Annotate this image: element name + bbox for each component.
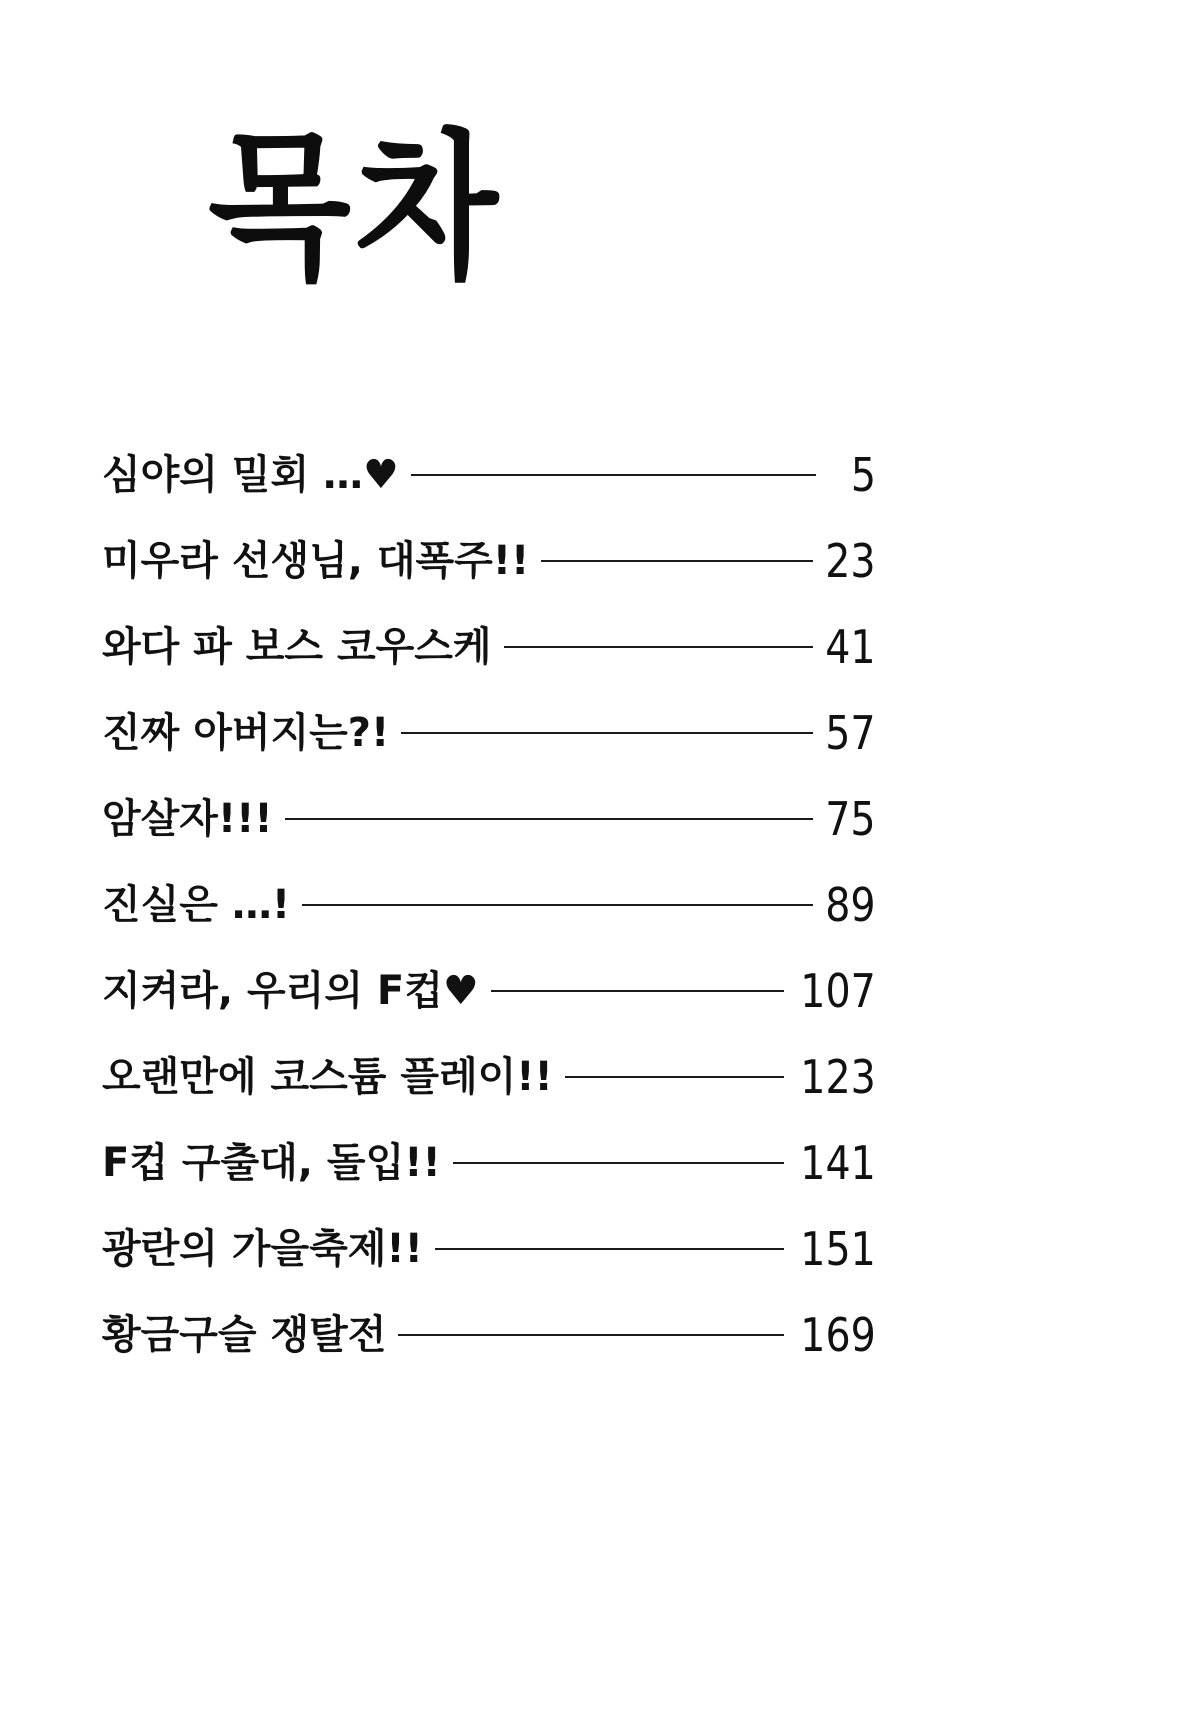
toc-entry: [102, 690, 876, 776]
toc-entry-title: F컵 구출대, 돌입!!: [102, 1140, 441, 1186]
toc-entry-title: 지켜라, 우리의 F컵♥: [102, 968, 479, 1014]
toc-page-number: 41: [825, 620, 876, 674]
toc-page-number: 5: [850, 448, 876, 502]
toc-page-number: 169: [800, 1308, 876, 1362]
toc-leader-line: [285, 818, 814, 820]
toc-entry: [102, 432, 876, 518]
toc-leader-line: [541, 560, 813, 562]
toc-entry-title: 와다 파 보스 코우스케: [102, 624, 492, 670]
toc-entry: [102, 776, 876, 862]
toc-page-number: 151: [800, 1222, 876, 1276]
page-title: 목차: [208, 115, 502, 301]
toc-leader-line: [435, 1248, 784, 1250]
toc-page-number: 141: [800, 1136, 876, 1190]
toc-leader-line: [302, 904, 813, 906]
toc-entry-title: 황금구슬 쟁탈전: [102, 1312, 387, 1358]
toc-entry: [102, 948, 876, 1034]
toc-entry-title: 미우라 선생님, 대폭주!!: [102, 538, 530, 584]
toc-entry: [102, 1034, 876, 1120]
toc-page-number: 107: [800, 964, 876, 1018]
toc-page-number: 75: [825, 792, 876, 846]
toc-leader-line: [453, 1162, 784, 1164]
toc-list: [102, 432, 876, 1378]
toc-entry: [102, 862, 876, 948]
toc-entry-title: 진짜 아버지는?!: [102, 710, 390, 756]
toc-entry: [102, 1120, 876, 1206]
toc-entry-title: 진실은 …!: [102, 882, 291, 928]
toc-leader-line: [565, 1076, 784, 1078]
toc-leader-line: [401, 732, 813, 734]
toc-entry: [102, 518, 876, 604]
toc-entry-title: 오랜만에 코스튬 플레이!!: [102, 1054, 553, 1100]
toc-entry: [102, 1292, 876, 1378]
toc-page-number: 123: [800, 1050, 876, 1104]
toc-entry-title: 암살자!!!: [102, 796, 273, 842]
toc-entry: [102, 604, 876, 690]
toc-entry-title: 심야의 밀회 …♥: [102, 452, 399, 498]
toc-entry: [102, 1206, 876, 1292]
toc-entry-title: 광란의 가을축제!!: [102, 1226, 423, 1272]
toc-page-number: 89: [825, 878, 876, 932]
toc-leader-line: [398, 1334, 784, 1336]
toc-leader-line: [411, 474, 816, 476]
toc-leader-line: [491, 990, 784, 992]
toc-page-number: 57: [825, 706, 876, 760]
toc-page-number: 23: [825, 534, 876, 588]
toc-leader-line: [504, 646, 814, 648]
